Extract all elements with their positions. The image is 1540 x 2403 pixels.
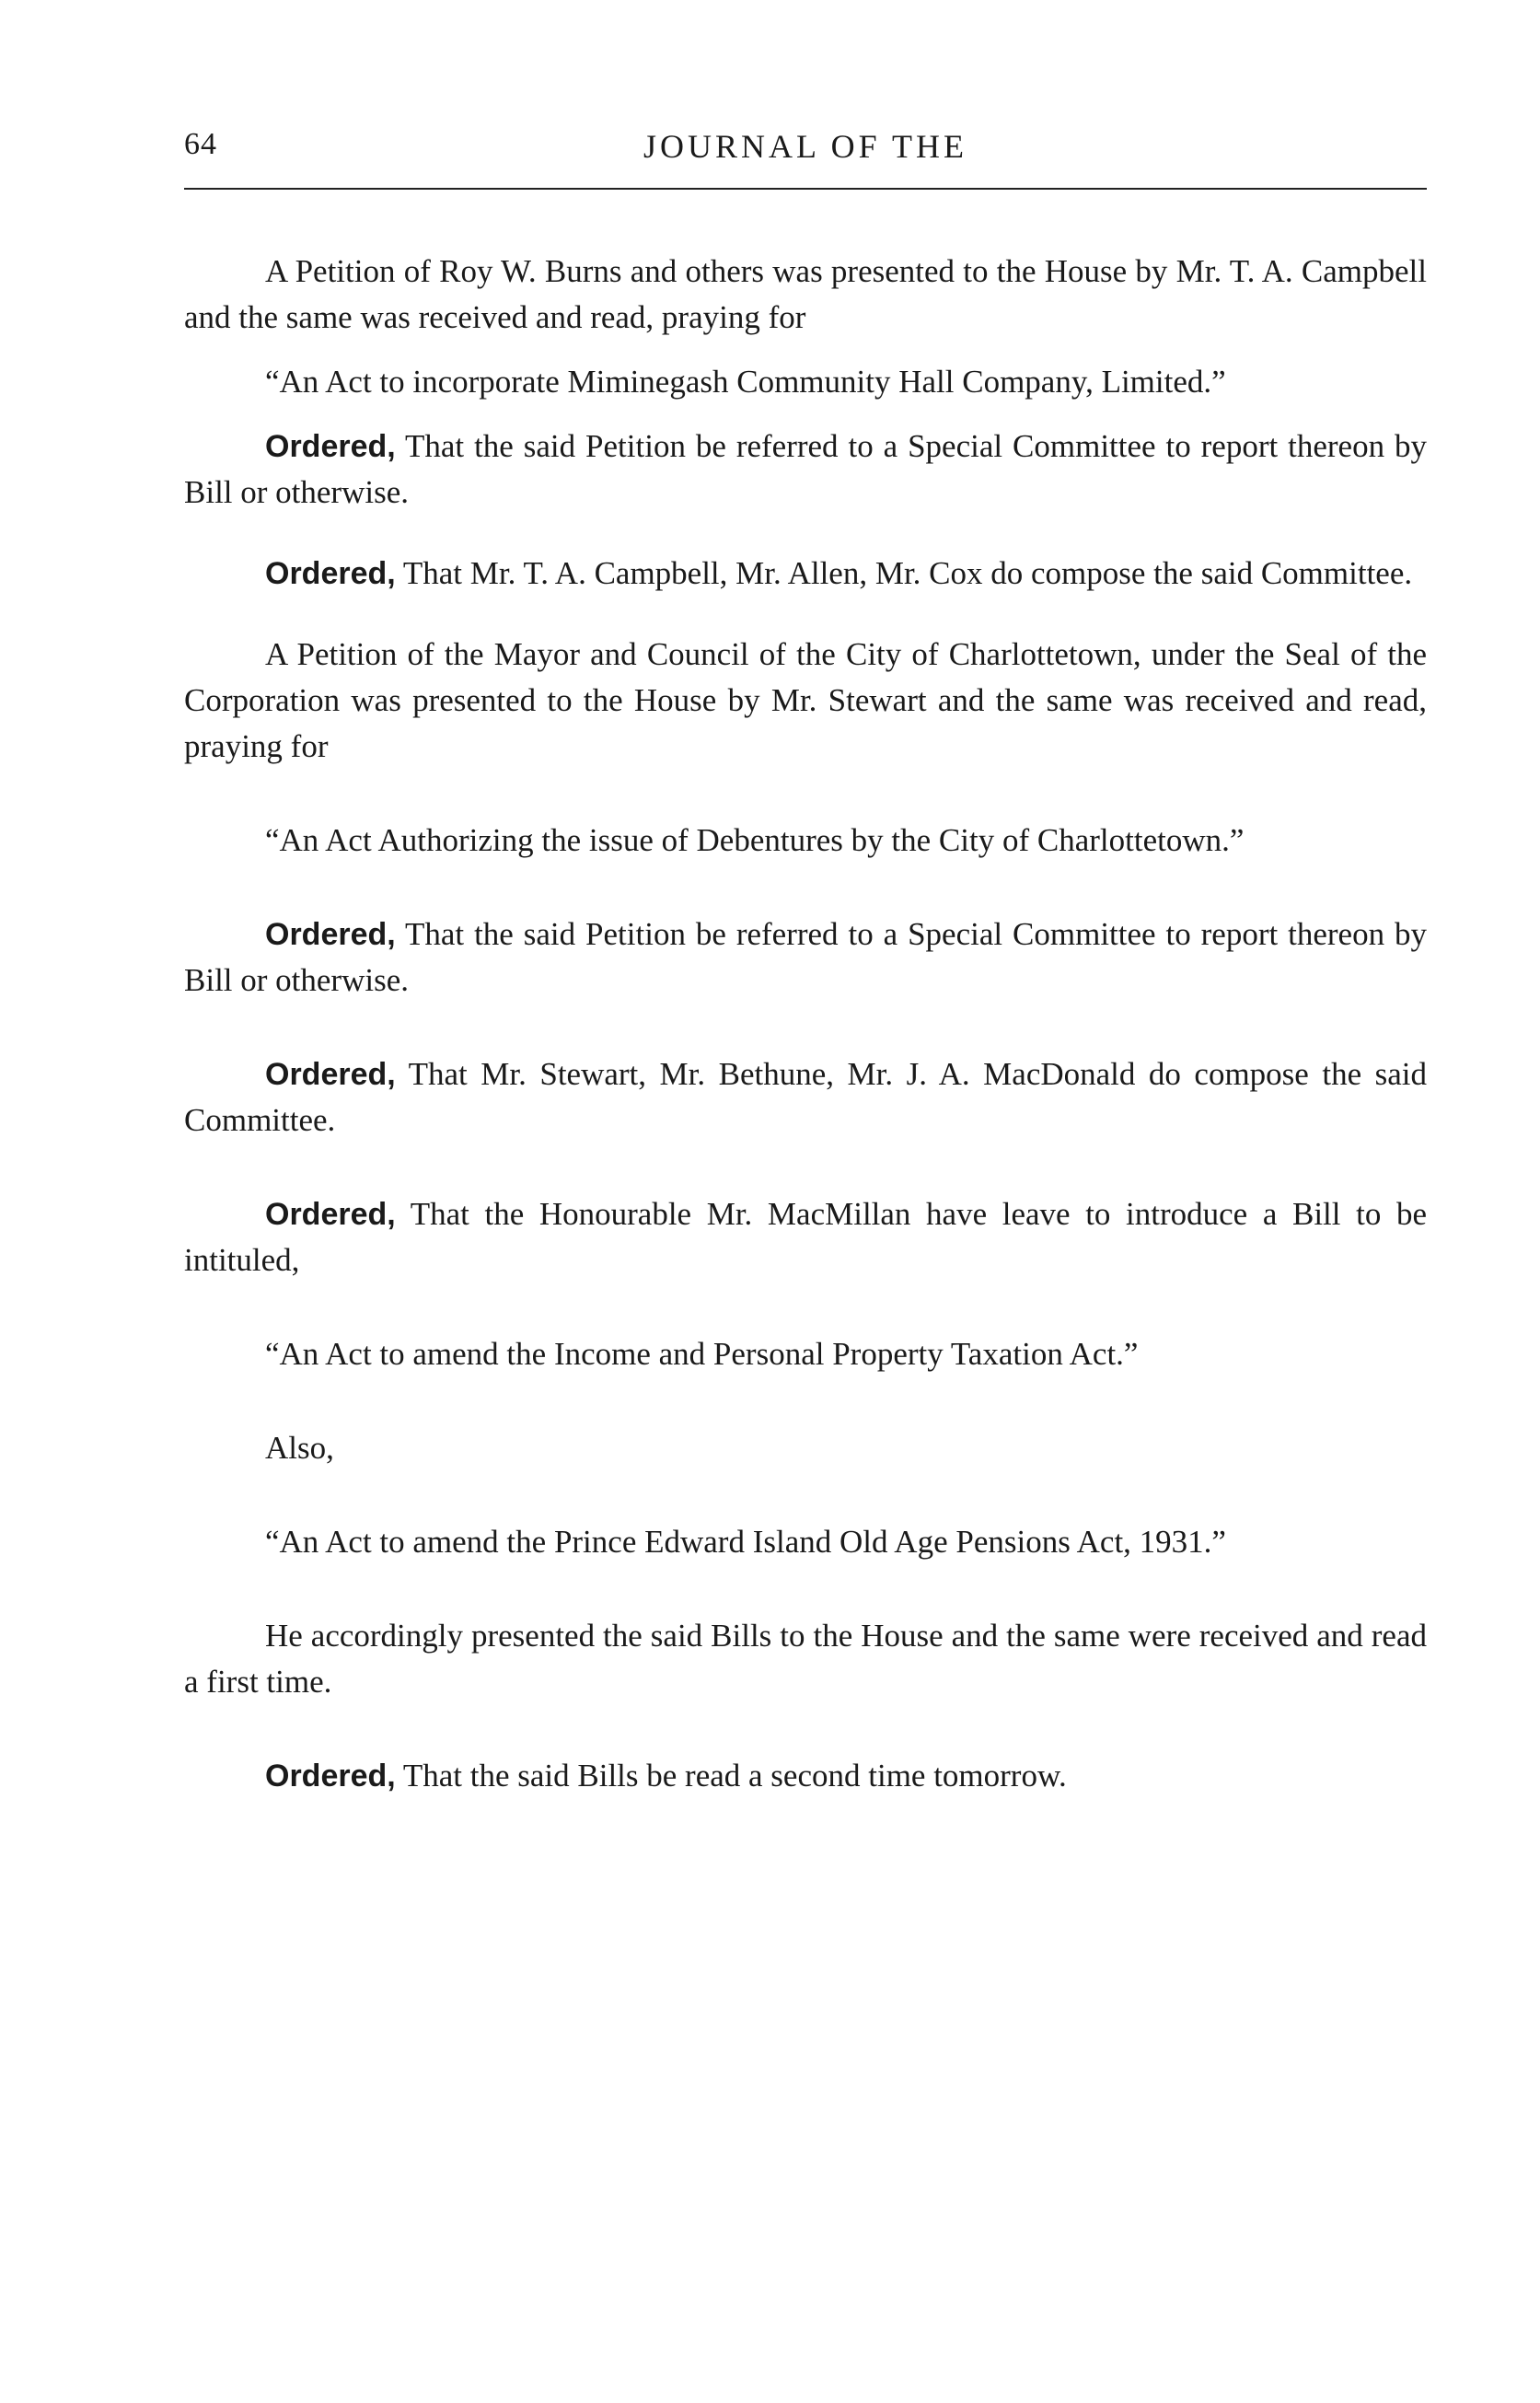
paragraph-act-debentures: “An Act Authorizing the issue of Debentures by the City of Charlottetown.” bbox=[265, 822, 1245, 858]
paragraph-petition-burns: A Petition of Roy W. Burns and others was presented to the House by Mr. T. A. Campbell and the same was received and read, praying for bbox=[184, 253, 1427, 335]
paragraph-ordered-leave: Ordered, That the Honourable Mr. MacMillan have leave to introduce a Bill to be intituled, bbox=[184, 1196, 1427, 1278]
paragraph-act-pensions: “An Act to amend the Prince Edward Island Old Age Pensions Act, 1931.” bbox=[265, 1524, 1226, 1560]
paragraph-ordered-committee-2: Ordered, That Mr. Stewart, Mr. Bethune, Mr. J. A. MacDonald do compose the said Committee. bbox=[184, 1056, 1427, 1138]
ordered-label: Ordered, bbox=[265, 1057, 396, 1092]
page-number: 64 bbox=[184, 127, 217, 161]
ordered-label: Ordered, bbox=[265, 917, 396, 952]
ordered-label: Ordered, bbox=[265, 1197, 396, 1232]
header-rule bbox=[184, 188, 1427, 190]
paragraph-petition-charlottetown: A Petition of the Mayor and Council of the City of Charlottetown, under the Seal of the Corporation was presented to the House by Mr. Stewart and the same was received and read, praying for bbox=[184, 636, 1427, 764]
paragraph-act-income-tax: “An Act to amend the Income and Personal Property Taxation Act.” bbox=[265, 1336, 1139, 1372]
paragraph-bills-presented: He accordingly presented the said Bills to the House and the same were received and read a first time. bbox=[184, 1618, 1427, 1700]
running-head: JOURNAL OF THE bbox=[643, 128, 967, 165]
paragraph-also: Also, bbox=[265, 1430, 334, 1466]
paragraph-ordered-referral-2: Ordered, That the said Petition be referred to a Special Committee to report thereon by Bill or otherwise. bbox=[184, 916, 1427, 998]
page-header bbox=[184, 127, 1427, 182]
ordered-label: Ordered, bbox=[265, 1759, 396, 1794]
paragraph-act-miminegash: “An Act to incorporate Miminegash Community Hall Company, Limited.” bbox=[265, 364, 1226, 400]
journal-body bbox=[184, 249, 1427, 1799]
paragraph-ordered-committee-1: Ordered, That Mr. T. A. Campbell, Mr. Allen, Mr. Cox do compose the said Committee. bbox=[265, 555, 1413, 591]
paragraph-ordered-referral-1: Ordered, That the said Petition be referred to a Special Committee to report thereon by Bill or otherwise. bbox=[184, 428, 1427, 510]
ordered-label: Ordered, bbox=[265, 556, 396, 591]
paragraph-ordered-second-reading: Ordered, That the said Bills be read a second time tomorrow. bbox=[265, 1758, 1067, 1794]
ordered-label: Ordered, bbox=[265, 429, 396, 464]
